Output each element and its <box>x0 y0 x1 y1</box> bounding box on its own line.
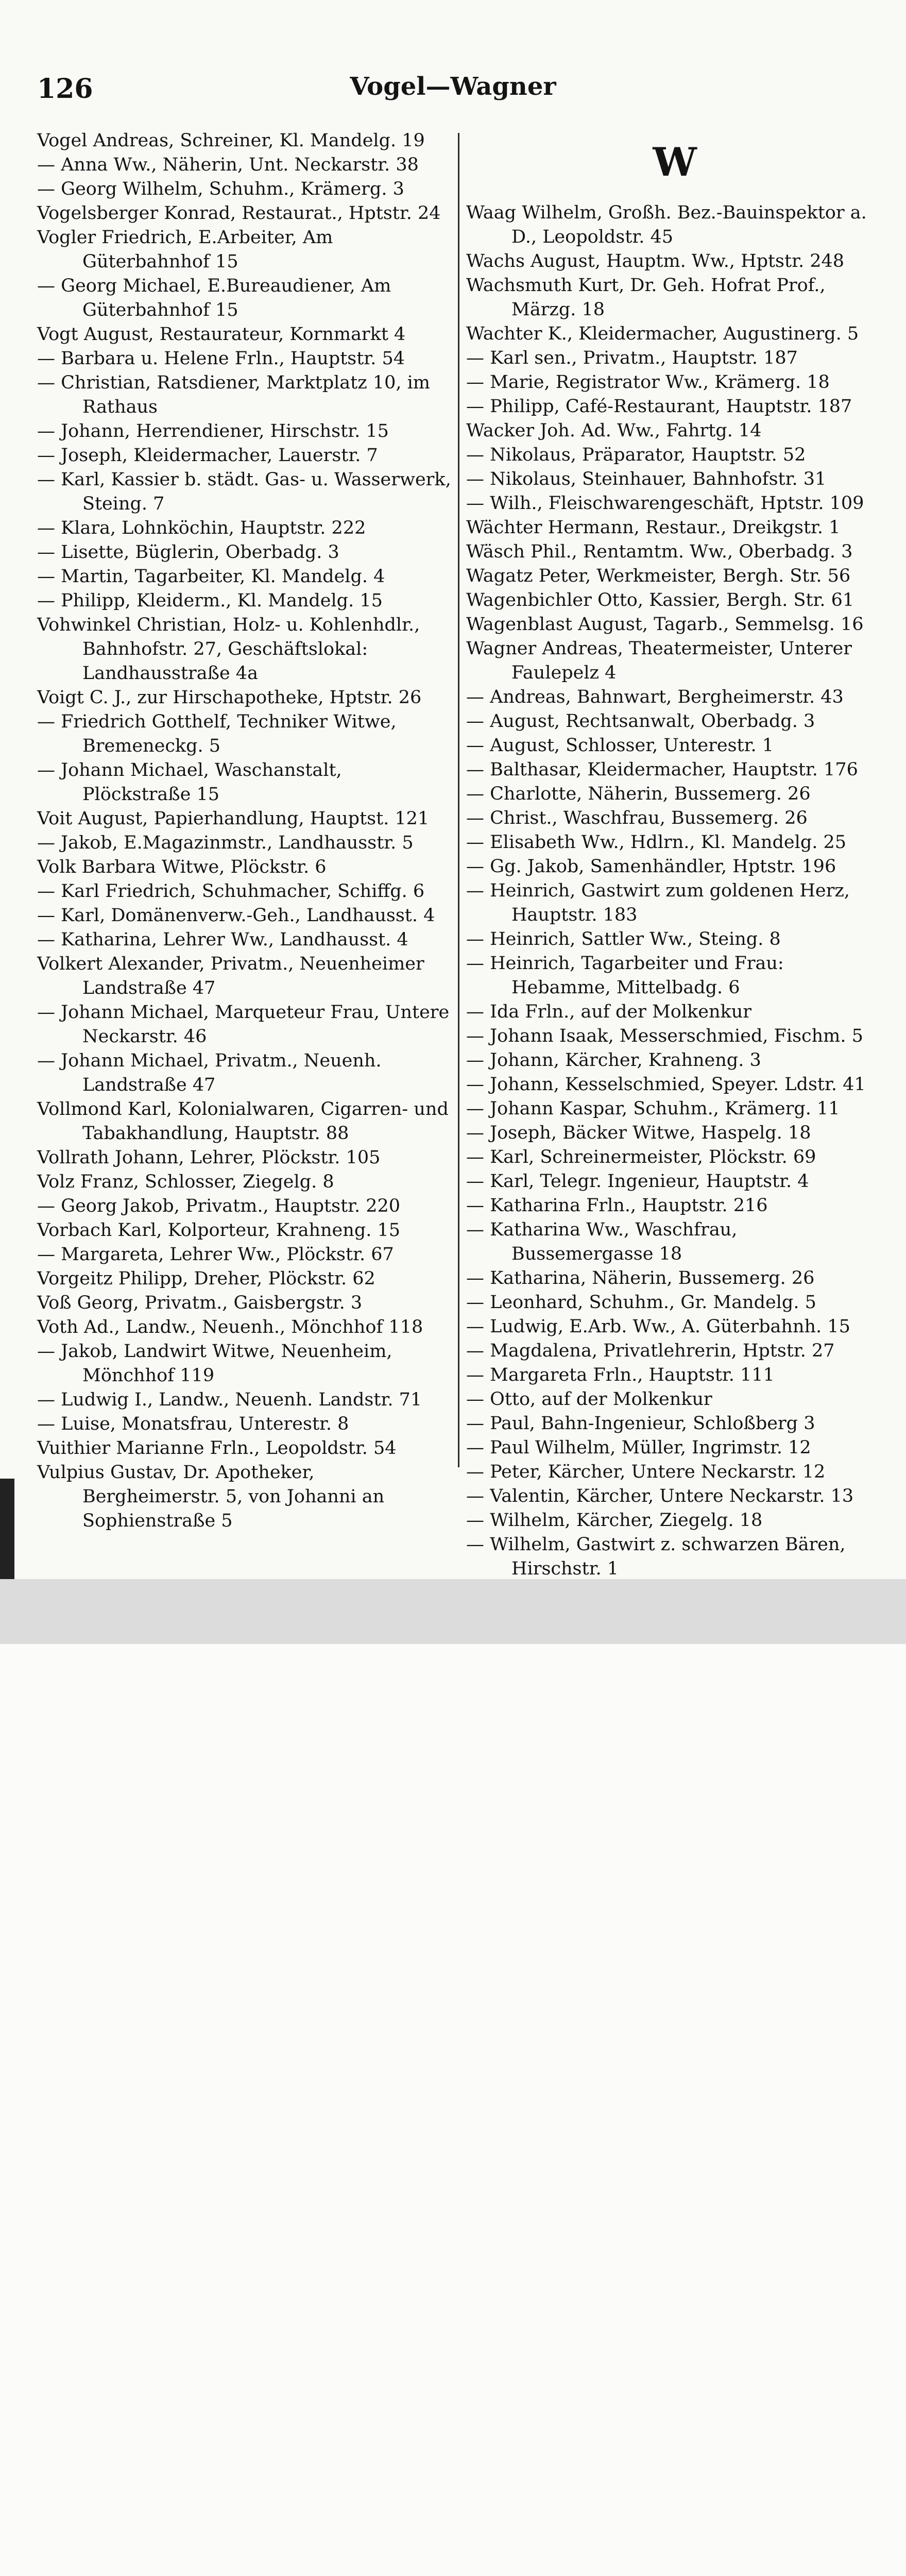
directory-entry: Wagatz Peter, Werkmeister, Bergh. Str. 56 <box>466 566 851 586</box>
directory-entry: Vohwinkel Christian, Holz- u. Kohlenhdlr., Bahnhofstr. 27, Geschäftslokal: Landhausstraße 4a <box>37 615 420 684</box>
directory-entry: Voß Georg, Privatm., Gaisbergstr. 3 <box>37 1293 363 1313</box>
directory-entry: — Katharina Frln., Hauptstr. 216 <box>466 1195 768 1216</box>
directory-entry: — Katharina, Näherin, Bussemerg. 26 <box>466 1268 815 1289</box>
directory-entry: — Gg. Jakob, Samenhändler, Hptstr. 196 <box>466 856 836 877</box>
directory-entry: — Heinrich, Tagarbeiter und Frau: Hebamme, Mittelbadg. 6 <box>466 953 784 998</box>
directory-entry: — Valentin, Kärcher, Untere Neckarstr. 13 <box>466 1486 854 1506</box>
directory-entry: — Karl, Domänenverw.-Geh., Landhausst. 4 <box>37 905 435 926</box>
directory-entry: — Georg Wilhelm, Schuhm., Krämerg. 3 <box>37 179 404 199</box>
directory-entry: — Nikolaus, Präparator, Hauptstr. 52 <box>466 445 806 465</box>
directory-entry: — Karl, Telegr. Ingenieur, Hauptstr. 4 <box>466 1171 809 1192</box>
directory-entry: — Christ., Waschfrau, Bussemerg. 26 <box>466 808 808 828</box>
directory-entry: — Katharina, Lehrer Ww., Landhausst. 4 <box>37 929 408 950</box>
directory-entry: — Paul, Bahn-Ingenieur, Schloßberg 3 <box>466 1413 815 1434</box>
directory-entry: — Margareta, Lehrer Ww., Plöckstr. 67 <box>37 1244 394 1265</box>
directory-entry: — Karl, Kassier b. städt. Gas- u. Wasserwerk, Steing. 7 <box>37 469 451 514</box>
directory-entry: — Johann Michael, Privatm., Neuenh. Landstraße 47 <box>37 1050 382 1095</box>
directory-entry: Wäsch Phil., Rentamtm. Ww., Oberbadg. 3 <box>466 541 853 562</box>
directory-entry: Volkert Alexander, Privatm., Neuenheimer Landstraße 47 <box>37 954 424 998</box>
directory-entry: Voit August, Papierhandlung, Hauptst. 121 <box>37 808 430 829</box>
directory-entry: — Klara, Lohnköchin, Hauptstr. 222 <box>37 518 366 538</box>
viewer-footer-bar <box>0 1579 906 1644</box>
directory-entry: Voigt C. J., zur Hirschapotheke, Hptstr. 26 <box>37 687 422 708</box>
directory-entry: — Karl Friedrich, Schuhmacher, Schiffg. 6 <box>37 881 425 902</box>
directory-entry: — Johann, Herrendiener, Hirschstr. 15 <box>37 421 389 442</box>
directory-entry: — Magdalena, Privatlehrerin, Hptstr. 27 <box>466 1341 835 1361</box>
directory-entry: — Wilhelm, Gastwirt z. schwarzen Bären, Hirschstr. 1 <box>466 1534 846 1579</box>
directory-entry: — Leonhard, Schuhm., Gr. Mandelg. 5 <box>466 1292 816 1313</box>
directory-entry: — Wilh., Fleischwarengeschäft, Hptstr. 109 <box>466 493 864 514</box>
directory-entry: — Karl sen., Privatm., Hauptstr. 187 <box>466 348 798 368</box>
directory-entry: — Heinrich, Gastwirt zum goldenen Herz, Hauptstr. 183 <box>466 880 850 925</box>
directory-entry: Wagenblast August, Tagarb., Semmelsg. 16 <box>466 614 864 635</box>
directory-entry: — Anna Ww., Näherin, Unt. Neckarstr. 38 <box>37 155 419 175</box>
directory-entry: Vulpius Gustav, Dr. Apotheker, Bergheimerstr. 5, von Johanni an Sophienstraße 5 <box>37 1462 385 1531</box>
directory-entry: Vollmond Karl, Kolonialwaren, Cigarren- und Tabakhandlung, Hauptstr. 88 <box>37 1099 449 1144</box>
directory-entry: — August, Schlosser, Unterestr. 1 <box>466 735 774 756</box>
column-divider <box>458 133 459 1467</box>
directory-entry: — Peter, Kärcher, Untere Neckarstr. 12 <box>466 1462 826 1482</box>
directory-entry: — Ludwig, E.Arb. Ww., A. Güterbahnh. 15 <box>466 1316 850 1337</box>
page-number: 126 <box>37 73 93 105</box>
section-letter-heading: W <box>653 139 697 185</box>
right-column <box>466 129 883 1581</box>
directory-entry: — Jakob, Landwirt Witwe, Neuenheim, Mönchhof 119 <box>37 1341 392 1386</box>
directory-entry: Wachsmuth Kurt, Dr. Geh. Hofrat Prof., Märzg. 18 <box>466 275 826 320</box>
directory-entry: Wachs August, Hauptm. Ww., Hptstr. 248 <box>466 251 845 272</box>
directory-entry: Vogel Andreas, Schreiner, Kl. Mandelg. 19 <box>37 130 425 151</box>
directory-entry: Waag Wilhelm, Großh. Bez.-Bauinspektor a. D., Leopoldstr. 45 <box>466 202 867 247</box>
directory-entry: — Charlotte, Näherin, Bussemerg. 26 <box>466 784 811 804</box>
directory-entry: — Joseph, Bäcker Witwe, Haspelg. 18 <box>466 1123 811 1143</box>
directory-entry: Vorbach Karl, Kolporteur, Krahneng. 15 <box>37 1220 401 1241</box>
directory-entry: Vogler Friedrich, E.Arbeiter, Am Güterbahnhof 15 <box>37 227 333 272</box>
directory-entry: Vogelsberger Konrad, Restaurat., Hptstr. 24 <box>37 203 441 224</box>
directory-entry: Vorgeitz Philipp, Dreher, Plöckstr. 62 <box>37 1268 375 1289</box>
directory-entry: — Andreas, Bahnwart, Bergheimerstr. 43 <box>466 687 844 707</box>
directory-entry: — August, Rechtsanwalt, Oberbadg. 3 <box>466 711 815 732</box>
directory-entry: — Ludwig I., Landw., Neuenh. Landstr. 71 <box>37 1389 422 1410</box>
directory-entry: — Friedrich Gotthelf, Techniker Witwe, Bremeneckg. 5 <box>37 711 397 756</box>
directory-entry: Wächter Hermann, Restaur., Dreikgstr. 1 <box>466 517 841 538</box>
directory-entry: — Johann, Kärcher, Krahneng. 3 <box>466 1050 761 1071</box>
directory-entry: — Karl, Schreinermeister, Plöckstr. 69 <box>466 1147 816 1167</box>
scan-edge-shadow <box>0 1479 14 1579</box>
directory-entry: — Martin, Tagarbeiter, Kl. Mandelg. 4 <box>37 566 385 587</box>
directory-entry: — Otto, auf der Molkenkur <box>466 1389 712 1410</box>
directory-entry: — Johann Isaak, Messerschmied, Fischm. 5 <box>466 1026 863 1046</box>
directory-entry: — Heinrich, Sattler Ww., Steing. 8 <box>466 929 781 950</box>
directory-entry: — Katharina Ww., Waschfrau, Bussemergasse 18 <box>466 1219 738 1264</box>
directory-entry: Wagner Andreas, Theatermeister, Unterer Faulepelz 4 <box>466 638 852 683</box>
directory-entry: — Johann Kaspar, Schuhm., Krämerg. 11 <box>466 1098 840 1119</box>
directory-entry: — Philipp, Café-Restaurant, Hauptstr. 187 <box>466 396 852 417</box>
directory-entry: — Elisabeth Ww., Hdlrn., Kl. Mandelg. 25 <box>466 832 847 853</box>
directory-entry: — Marie, Registrator Ww., Krämerg. 18 <box>466 372 830 393</box>
directory-entry: — Balthasar, Kleidermacher, Hauptstr. 176 <box>466 759 858 780</box>
directory-entry: — Philipp, Kleiderm., Kl. Mandelg. 15 <box>37 590 383 611</box>
directory-entry: — Luise, Monatsfrau, Unterestr. 8 <box>37 1414 349 1434</box>
directory-entry: — Johann Michael, Marqueteur Frau, Untere Neckarstr. 46 <box>37 1002 450 1047</box>
directory-entry: Wacker Joh. Ad. Ww., Fahrtg. 14 <box>466 420 762 441</box>
directory-entry: Wachter K., Kleidermacher, Augustinerg. 5 <box>466 324 859 344</box>
directory-entry: — Georg Michael, E.Bureaudiener, Am Güterbahnhof 15 <box>37 276 391 320</box>
directory-entry: — Jakob, E.Magazinmstr., Landhausstr. 5 <box>37 833 414 853</box>
directory-entry: — Lisette, Büglerin, Oberbadg. 3 <box>37 542 339 563</box>
directory-entry: — Barbara u. Helene Frln., Hauptstr. 54 <box>37 348 405 369</box>
directory-entry: — Johann Michael, Waschanstalt, Plöckstraße 15 <box>37 760 342 805</box>
directory-entry: — Christian, Ratsdiener, Marktplatz 10, im Rathaus <box>37 372 430 417</box>
directory-entry: — Johann, Kesselschmied, Speyer. Ldstr. 41 <box>466 1074 866 1095</box>
directory-entry: — Paul Wilhelm, Müller, Ingrimstr. 12 <box>466 1437 811 1458</box>
right-column-entries <box>466 201 883 1581</box>
directory-entry: Voth Ad., Landw., Neuenh., Mönchhof 118 <box>37 1317 423 1337</box>
directory-entry: Volz Franz, Schlosser, Ziegelg. 8 <box>37 1172 334 1192</box>
directory-entry: — Nikolaus, Steinhauer, Bahnhofstr. 31 <box>466 469 827 489</box>
directory-entry: — Margareta Frln., Hauptstr. 111 <box>466 1365 775 1385</box>
directory-entry: Volk Barbara Witwe, Plöckstr. 6 <box>37 857 327 877</box>
directory-entry: — Joseph, Kleidermacher, Lauerstr. 7 <box>37 445 378 466</box>
directory-entry: — Wilhelm, Kärcher, Ziegelg. 18 <box>466 1510 763 1531</box>
directory-entry: — Ida Frln., auf der Molkenkur <box>466 1002 751 1022</box>
left-column <box>37 129 452 1533</box>
directory-entry: Vollrath Johann, Lehrer, Plöckstr. 105 <box>37 1147 381 1168</box>
directory-entry: Wagenbichler Otto, Kassier, Bergh. Str. 61 <box>466 590 854 611</box>
directory-entry: — Georg Jakob, Privatm., Hauptstr. 220 <box>37 1196 401 1216</box>
directory-entry: Vuithier Marianne Frln., Leopoldstr. 54 <box>37 1438 397 1459</box>
directory-entry: Vogt August, Restaurateur, Kornmarkt 4 <box>37 324 406 345</box>
running-head: Vogel—Wagner <box>350 72 556 101</box>
